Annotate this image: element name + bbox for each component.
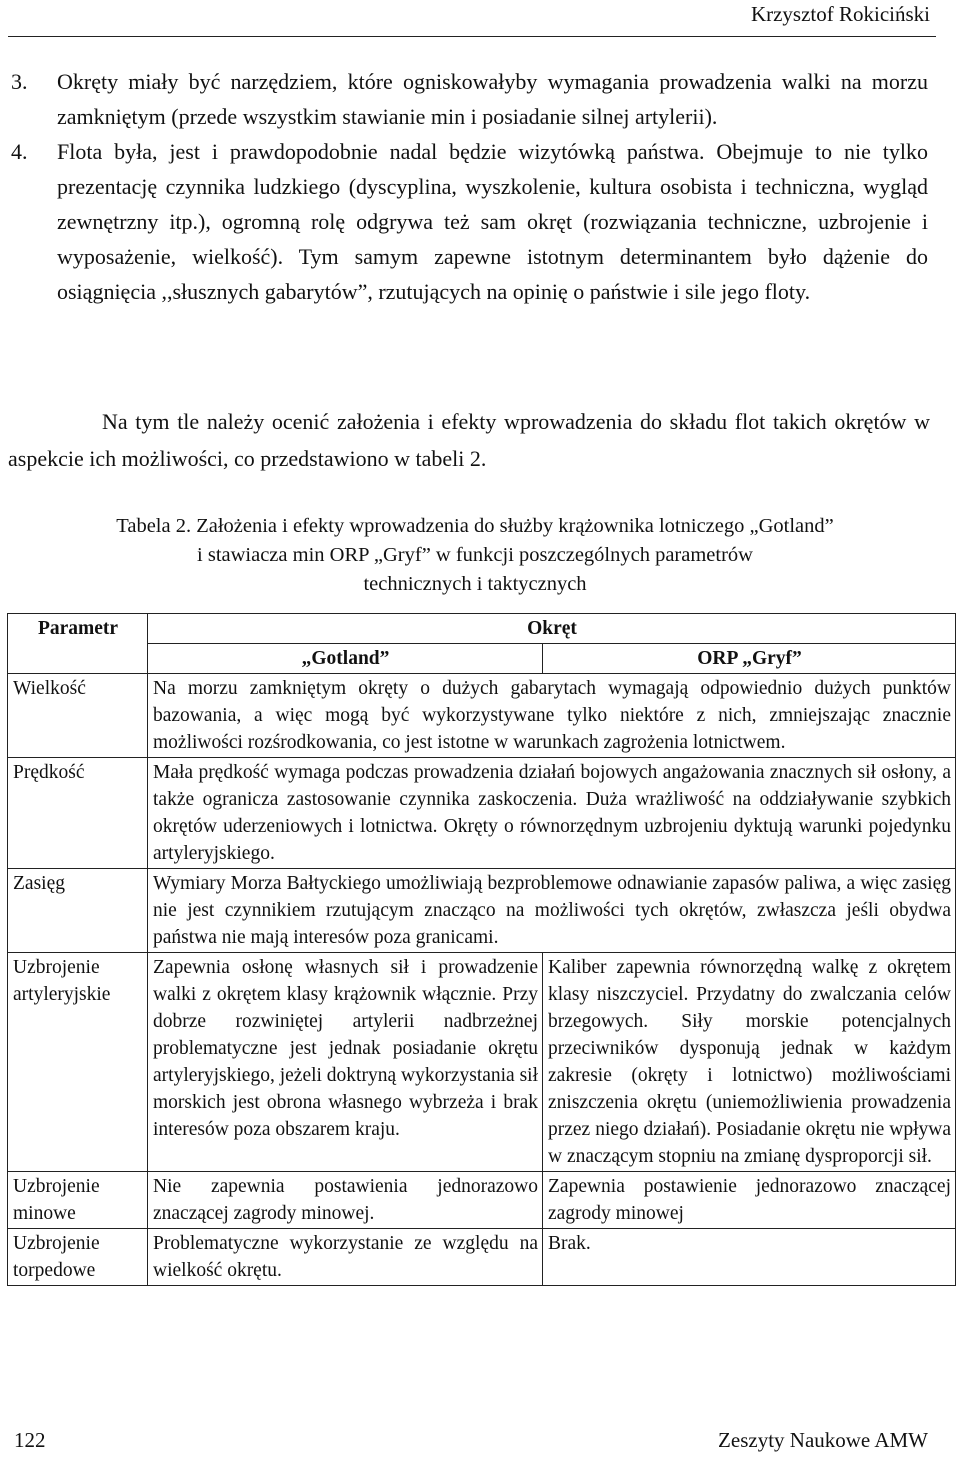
table-row <box>8 1172 956 1229</box>
list-item <box>8 64 928 134</box>
row-gotland-text: Problematyczne wykorzystanie ze względu na wielkość okrętu. <box>148 1229 543 1286</box>
table-row <box>8 953 956 1172</box>
table-row <box>8 869 956 953</box>
row-parameter: Wielkość <box>8 674 148 758</box>
row-text: Na morzu zamkniętym okręty o dużych gabarytach wymagają odpowiednio dużych punktów bazowania, a więc mogą być wykorzystywane tylko niektóre z nich, zmniejszając znacznie możliwości rozśrodkowania, co jest istotne w warunkach zagrożenia lotnictwem. <box>148 674 956 758</box>
row-parameter: Uzbrojenie artyleryjskie <box>8 953 148 1172</box>
comparison-table <box>7 613 956 1286</box>
table-caption-line: i stawiacza min ORP „Gryf” w funkcji poszczególnych parametrów <box>197 544 753 566</box>
row-gryf-text: Zapewnia postawienie jednorazowo znaczącej zagrody minowej <box>543 1172 956 1229</box>
table-row <box>8 1229 956 1286</box>
row-gryf-text: Kaliber zapewnia równorzędną walkę z okrętem klasy niszczyciel. Przydatny do zwalczania celów brzegowych. Siły morskie potencjalnych przeciwników dysponują jednak w każdym zakresie (okręty i lotnictwo) możliwościami zniszczenia okrętu (uniemożliwienia prowadzenia przez niego działań). Posiadanie okrętu nie wpływa w znaczącym stopniu na zmianę dysproporcji sił. <box>543 953 956 1172</box>
running-header-author: Krzysztof Rokiciński <box>750 2 930 26</box>
row-gryf-text: Brak. <box>543 1229 956 1286</box>
row-gotland-text: Nie zapewnia postawienia jednorazowo znaczącej zagrody minowej. <box>148 1172 543 1229</box>
table-caption-label: Tabela 2. <box>116 515 192 537</box>
row-parameter: Uzbrojenie minowe <box>8 1172 148 1229</box>
table-subheader-row <box>8 644 956 674</box>
table-caption <box>20 512 930 599</box>
header-rule <box>8 36 936 37</box>
table-header-row <box>8 614 956 644</box>
numbered-list <box>8 64 928 309</box>
page-number: 122 <box>14 1428 46 1452</box>
table-row <box>8 674 956 758</box>
row-gotland-text: Zapewnia osłonę własnych sił i prowadzenie walki z okrętem klasy krążownik włącznie. Przy dobrze rozwiniętej artylerii nadbrzeżnej problematyczne jest jednak posiadanie okrętu artyleryjskiego, jeżeli doktryną wykorzystania sił morskich jest obrona własnego wybrzeża i brak interesów poza obszarem kraju. <box>148 953 543 1172</box>
header-gotland: „Gotland” <box>148 644 543 674</box>
table-caption-line: technicznych i taktycznych <box>363 573 587 595</box>
list-item-number: 3. <box>11 69 28 94</box>
table-caption-line: Założenia i efekty wprowadzenia do służby krążownika lotniczego „Gotland” <box>196 515 834 537</box>
list-item <box>8 134 928 309</box>
header-gryf: ORP „Gryf” <box>543 644 956 674</box>
list-item-number: 4. <box>11 139 28 164</box>
row-parameter: Zasięg <box>8 869 148 953</box>
row-parameter: Prędkość <box>8 758 148 869</box>
row-parameter: Uzbrojenie torpedowe <box>8 1229 148 1286</box>
table-row <box>8 758 956 869</box>
header-parameter: Parametr <box>8 614 148 674</box>
row-text: Mała prędkość wymaga podczas prowadzenia działań bojowych angażowania znacznych sił osłony, a także ogranicza zastosowanie czynnika zaskoczenia. Duża wrażliwość na oddziaływanie szybkich okrętów uderzeniowych i lotnictwa. Okręty o równorzędnym uzbrojeniu dyktują warunki pojedynku artyleryjskiego. <box>148 758 956 869</box>
row-text: Wymiary Morza Bałtyckiego umożliwiają bezproblemowe odnawianie zapasów paliwa, a więc zasięg nie jest czynnikiem rzutującym znacząco na możliwości tych okrętów, zwłaszcza jeśli obydwa państwa nie mają interesów poza granicami. <box>148 869 956 953</box>
body-paragraph: Na tym tle należy ocenić założenia i efekty wprowadzenia do składu flot takich okrętów w aspekcie ich możliwości, co przedstawiono w tabeli 2. <box>8 409 930 471</box>
journal-title: Zeszyty Naukowe AMW <box>718 1428 928 1452</box>
header-ship: Okręt <box>148 614 956 644</box>
list-item-text: Okręty miały być narzędziem, które ogniskowałyby wymagania prowadzenia walki na morzu zamkniętym (przede wszystkim stawianie min i posiadanie silnej artylerii). <box>57 69 928 129</box>
list-item-text: Flota była, jest i prawdopodobnie nadal będzie wizytówką państwa. Obejmuje to nie tylko prezentację czynnika ludzkiego (dyscyplina, wyszkolenie, kultura osobista i techniczna, wygląd zewnętrzny itp.), ogromną rolę odgrywa też sam okręt (rozwiązania techniczne, uzbrojenie i wyposażenie, wielkość). Tym samym zapewne istotnym determinantem było dążenie do osiągnięcia ,,słusznych gabarytów”, rzutujących na opinię o państwie i sile jego floty. <box>57 139 928 304</box>
